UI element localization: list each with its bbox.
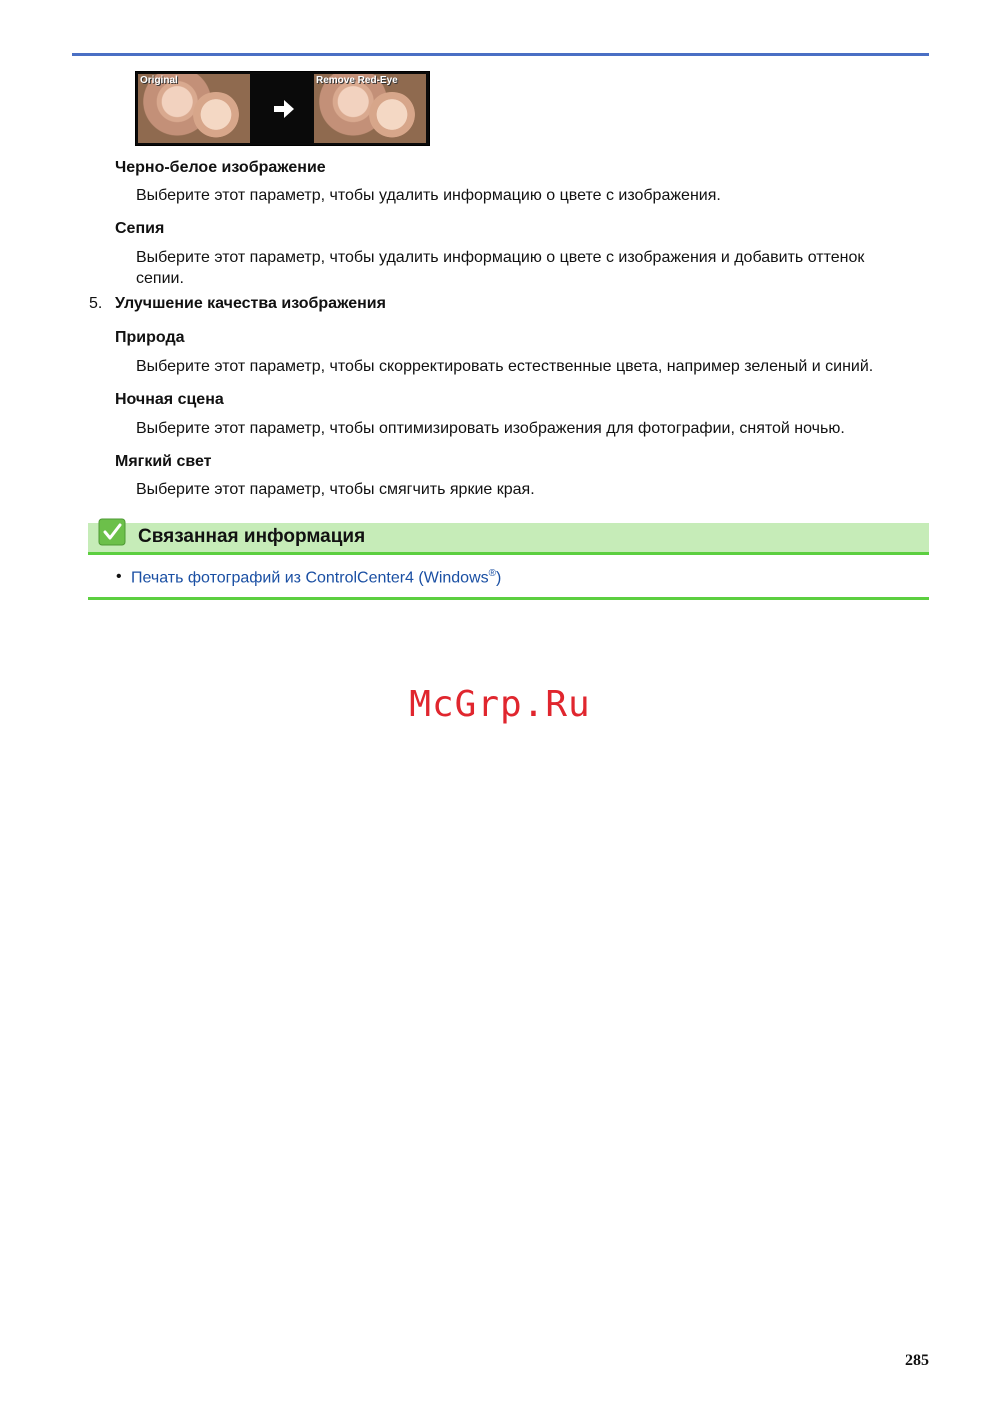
step-title: Улучшение качества изображения <box>115 295 386 312</box>
desc-black-white: Выберите этот параметр, чтобы удалить информацию о цвете с изображения. <box>136 187 721 204</box>
registered-mark: ® <box>488 568 497 579</box>
bullet: • <box>116 568 122 585</box>
original-label: Original <box>140 75 178 86</box>
link-close: ) <box>496 569 502 587</box>
related-link-controlcenter4[interactable] <box>131 568 501 587</box>
term-night-scene: Ночная сцена <box>115 391 224 408</box>
page-number: 285 <box>905 1352 929 1369</box>
watermark: McGrp.Ru <box>409 684 591 725</box>
related-info-title: Связанная информация <box>138 526 366 547</box>
bottom-rule <box>88 597 929 600</box>
remove-red-eye-label: Remove Red-Eye <box>316 75 398 86</box>
checkmark-icon <box>98 518 126 546</box>
term-nature: Природа <box>115 329 185 346</box>
remove-red-eye-photo <box>314 74 426 143</box>
desc-soft-light: Выберите этот параметр, чтобы смягчить яркие края. <box>136 481 535 498</box>
original-photo <box>138 74 250 143</box>
term-soft-light: Мягкий свет <box>115 453 212 470</box>
red-eye-example-image <box>135 71 430 146</box>
top-rule <box>72 53 929 56</box>
desc-sepia-line1: Выберите этот параметр, чтобы удалить информацию о цвете с изображения и добавить оттенок <box>136 249 865 266</box>
related-info-underline <box>88 552 929 555</box>
arrow-right-icon <box>272 98 296 120</box>
desc-nature: Выберите этот параметр, чтобы скорректировать естественные цвета, например зеленый и синий. <box>136 358 874 375</box>
term-black-white: Черно-белое изображение <box>115 159 326 176</box>
term-sepia: Сепия <box>115 220 165 237</box>
desc-night-scene: Выберите этот параметр, чтобы оптимизировать изображения для фотографии, снятой ночью. <box>136 420 845 437</box>
step-number: 5. <box>89 295 103 312</box>
link-text: Печать фотографий из ControlCenter4 (Windows <box>131 569 489 587</box>
desc-sepia-line2: сепии. <box>136 270 184 287</box>
